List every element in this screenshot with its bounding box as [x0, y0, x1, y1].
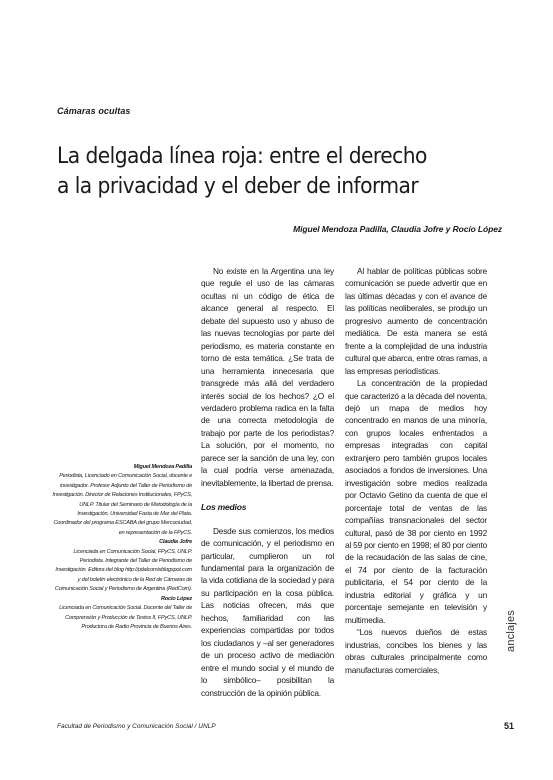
body-paragraph: La concentración de la propiedad que caracterizó a la década del noventa, dejó un mapa de medios hoy concentrado en manos de una minoría, con grupos locales enfrentados a empresas integradas con capital extranjero pero también grupos locales asociados a fondos de inversiones. Una investigación sobre medios realizada por Octavio Getino da cuenta de que el porcentaje total de ventas de las compañías transnacionales del sector cultural, pasó de 38 por ciento en 1992 al 59 por ciento en 1998; el 80 por ciento de la recaudación de las salas de cine, el 74 por ciento de la facturación publicitaria, el 54 por ciento de la industria editorial y gráfica y un porcentaje semejante en televisión y multimedia. — [345, 378, 487, 625]
bio-name: Claudia Jofre — [159, 539, 192, 546]
body-column-1 — [201, 265, 334, 699]
body-paragraph: No existe en la Argentina una ley que regule el uso de las cámaras ocultas ni un código de ética de alcance general al respecto. El debate del supuesto uso y abuso de las nuevas tecnologías por parte del periodismo, es materia constante en torno de esta temática. ¿Se trata de una herramienta innecesaria que transgrede más allá del verdadero interés social de los hechos? ¿O el verdadero problema radica en la falta de una correcta metodología de trabajo por parte de los periodistas? La solución, por el momento, no parece ser la sanción de una ley, con la cual podría verse amenazada, inevitablemente, la libertad de prensa. — [201, 266, 334, 488]
section-label: Cámaras ocultas — [57, 106, 131, 116]
body-paragraph: “Los nuevos dueños de estas industrias, concibes los bienes y las obras culturales principalmente como manufacturas comerciales, — [345, 627, 487, 675]
body-column-2 — [345, 265, 487, 676]
bio-name: Miguel Mendoza Padilla — [133, 464, 192, 470]
page-number: 51 — [503, 721, 514, 731]
author-bios — [52, 463, 192, 632]
subheading: Los medios — [201, 502, 247, 513]
footer-institution: Facultad de Periodismo y Comunicación Social / UNLP — [57, 723, 216, 730]
bio-name: Rocío López — [160, 595, 192, 602]
title-line: a la privacidad y el deber de informar — [57, 174, 419, 199]
author-line: Miguel Mendoza Padilla, Claudia Jofre y Rocío López — [293, 224, 502, 234]
body-paragraph: Al hablar de políticas públicas sobre comunicación se puede advertir que en las últimas décadas y con el avance de las políticas neoliberales, se produjo un progresivo aumento de concentración mediática. De esta manera se está frente a la complejidad de una industria cultural que abarca, entre otras ramas, a las empresas periodísticas. — [345, 266, 487, 376]
body-paragraph: Desde sus comienzos, los medios de comunicación, y el periodismo en particular, cumplieron un rol fundamental para la organización de la vida cotidiana de la sociedad y para su participación en la cosa pública. Las noticias ofrecen, más que hechos, familiaridad con las experiencias compartidas por todos los ciudadanos y –al ser generadores de un proceso activo de mediación entre el mundo social y el mundo de lo simbólico– posibilitan la construcción de la opinión pública. — [201, 525, 334, 698]
bio-text: Licenciada en Comunicación Social. Docente del Taller de Comprensión y Producción de Textos II, FPyCS, UNLP. Productora de Radio Provincia de Buenos Aires. — [59, 605, 192, 630]
bio-text: Periodista, Licenciado en Comunicación Social, docente e investigador. Profesor Adjunto del Taller de Periodismo de Investigación. Director de Relaciones Institucionales, FPyCS, UNLP. Titular del Seminario de Metodología de la Investigación, Universidad Fasta de Mar del Plata. Coordinador del programa ESCABA del grupo Mercociudad, en representación de la FPyCS. — [52, 473, 192, 536]
article-title — [57, 142, 462, 202]
title-line: La delgada línea roja: entre el derecho — [57, 144, 427, 169]
journal-side-label: anclajes — [505, 610, 517, 652]
bio-text: Licenciada en Comunicación Social, FPyCS, UNLP. Periodista. Integrante del Taller de Periodismo de Investigación. Editora del blog http://pdalcomisblogspot.com y del boletín electrónico de la Red de Cámaras de Comunicación Social y Periodismo de Argentina (RedCom). — [54, 548, 192, 593]
